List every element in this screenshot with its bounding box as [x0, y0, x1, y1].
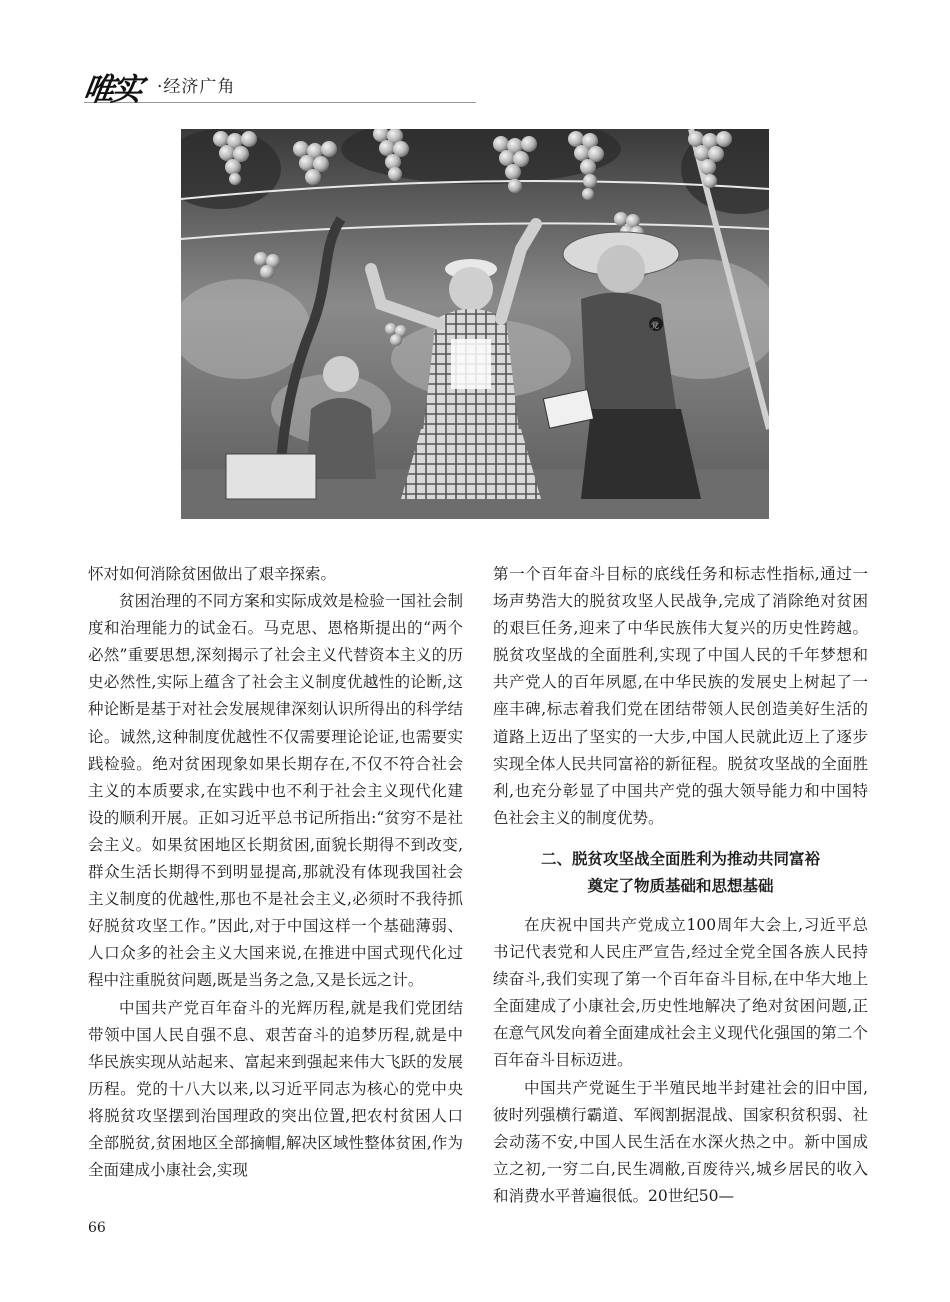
- right-column: [493, 561, 868, 1210]
- section-heading-line-2: 奠定了物质基础和思想基础: [587, 876, 774, 895]
- magazine-logo: 唯实: [80, 72, 143, 108]
- section-heading: [493, 846, 868, 900]
- section-title: ·经济广角: [157, 77, 236, 97]
- grape-harvest-illustration: [181, 129, 769, 519]
- right-paragraph-3: 中国共产党诞生于半殖民地半封建社会的旧中国,彼时列强横行霸道、军阀割据混战、国家积贫积弱、社会动荡不安,中国人民生活在水深火热之中。新中国成立之初,一穷二白,民生凋敝,百废待兴,城乡居民的收入和消费水平普遍很低。20世纪50—: [493, 1078, 868, 1205]
- right-paragraph-2: 在庆祝中国共产党成立100周年大会上,习近平总书记代表党和人民庄严宣告,经过全党全国各族人民持续奋斗,我们实现了第一个百年奋斗目标,在中华大地上全面建成了小康社会,历史性地解决了绝对贫困问题,正在意气风发向着全面建成社会主义现代化强国的第二个百年奋斗目标迈进。: [493, 915, 868, 1070]
- left-paragraph-1: 怀对如何消除贫困做出了艰辛探索。: [88, 565, 337, 583]
- page-number: 66: [88, 1220, 106, 1236]
- article-photo: [181, 129, 769, 519]
- section-heading-line-1: 二、脱贫攻坚战全面胜利为推动共同富裕: [540, 849, 820, 868]
- left-column: [88, 561, 463, 1184]
- badge-text: 党: [651, 321, 659, 330]
- left-paragraph-3: 中国共产党百年奋斗的光辉历程,就是我们党团结带领中国人民自强不息、艰苦奋斗的追梦历程,就是中华民族实现从站起来、富起来到强起来伟大飞跃的发展历程。党的十八大以来,以习近平同志为核心的党中央将脱贫攻坚摆到治国理政的突出位置,把农村贫困人口全部脱贫,贫困地区全部摘帽,解决区域性整体贫困,作为全面建成小康社会,实现: [88, 998, 463, 1180]
- page-header: [80, 62, 476, 108]
- left-paragraph-2: 贫困治理的不同方案和实际成效是检验一国社会制度和治理能力的试金石。马克思、恩格斯提出的“两个必然”重要思想,深刻揭示了社会主义代替资本主义的历史必然性,实际上蕴含了社会主义制度优越性的论断,这种论断是基于对社会发展规律深刻认识所得出的科学结论。诚然,这种制度优越性不仅需要理论论证,也需要实践检验。绝对贫困现象如果长期存在,不仅不符合社会主义的本质要求,在实践中也不利于社会主义现代化建设的顺利开展。正如习近平总书记所指出:“贫穷不是社会主义。如果贫困地区长期贫困,面貌长期得不到改变,群众生活长期得不到明显提高,那就没有体现我国社会主义制度的优越性,那也不是社会主义,必须时不我待抓好脱贫攻坚工作。”因此,对于中国这样一个基础薄弱、人口众多的社会主义大国来说,在推进中国式现代化过程中注重脱贫问题,既是当务之急,又是长远之计。: [88, 592, 463, 990]
- right-paragraph-1: 第一个百年奋斗目标的底线任务和标志性指标,通过一场声势浩大的脱贫攻坚人民战争,完成了消除绝对贫困的艰巨任务,迎来了中华民族伟大复兴的历史性跨越。脱贫攻坚战的全面胜利,实现了中国人民的千年梦想和共产党人的百年夙愿,在中华民族的发展史上树起了一座丰碑,标志着我们党在团结带领人民创造美好生活的道路上迈出了坚实的一大步,中国人民就此迈上了逐步实现全体人民共同富裕的新征程。脱贫攻坚战的全面胜利,也充分彰显了中国共产党的强大领导能力和中国特色社会主义的制度优势。: [493, 565, 868, 827]
